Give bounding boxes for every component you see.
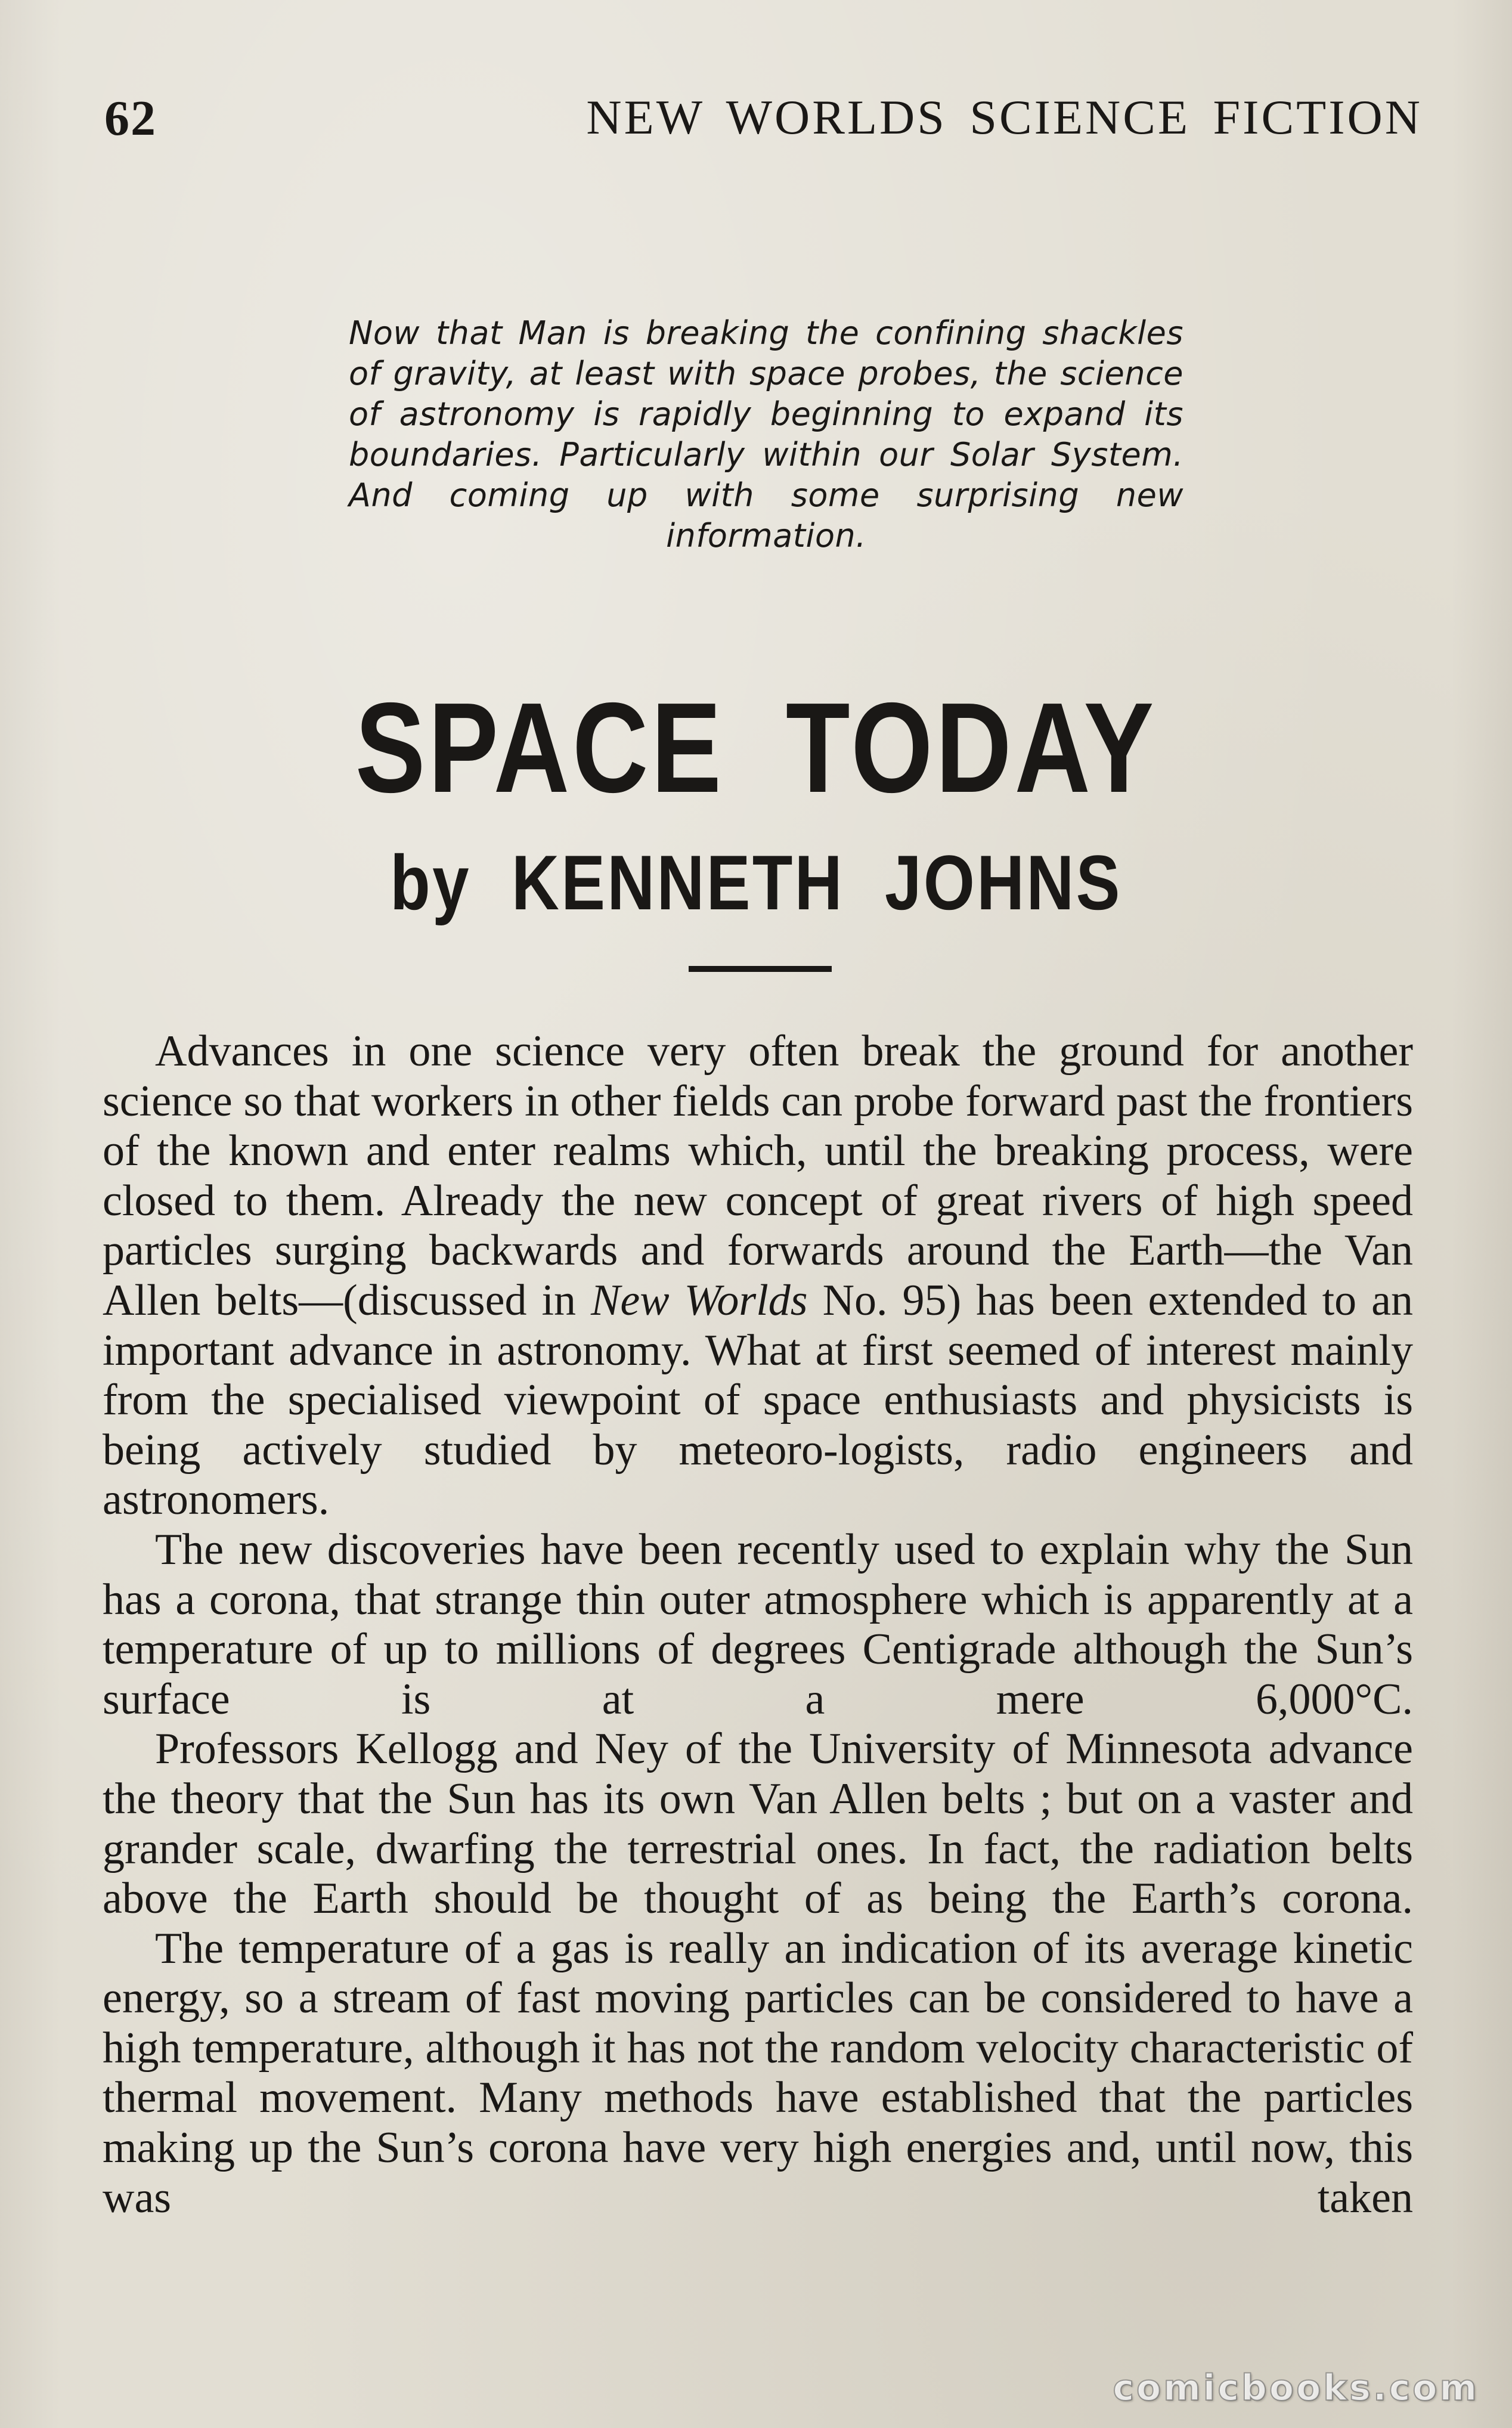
article-body [103, 1027, 1413, 2223]
body-paragraph: Professors Kellogg and Ney of the University of Minnesota advance the theory that the Sun has its own Van Allen belts ; but on a vaster and grander scale, dwarfing the terrestrial ones. In fact, the radiation belts above the Earth should be thought of as being the Earth’s corona. [103, 1724, 1413, 1924]
body-paragraph [103, 1027, 1413, 1525]
body-paragraph: The temperature of a gas is really an indication of its average kinetic energy, so a stream of fast moving particles can be considered to have a high temperature, although it has not the random velocity characteristic of thermal movement. Many methods have established that the particles making up the Sun’s corona have very high energies and, until now, this was taken [103, 1924, 1413, 2222]
article-title: SPACE TODAY [355, 676, 1157, 819]
article-byline: by KENNETH JOHNS [390, 839, 1122, 926]
paragraph-text: No. 95) has been extended to an important advance in astronomy. What at first seemed of interest mainly from the specialised viewpoint of space enthusiasts and physicists is being actively studied by meteoro-logists, radio engineers and astronomers. [103, 1275, 1413, 1525]
page-header [104, 89, 1423, 155]
body-paragraph: The new discoveries have been recently used to explain why the Sun has a corona, that strange thin outer atmosphere which is apparently at a temperature of up to millions of degrees Centigrade although the Sun’s surface is at a mere 6,000°C. [103, 1525, 1413, 1724]
running-head: NEW WORLDS SCIENCE FICTION [586, 90, 1423, 144]
paragraph-text: Advances in one science very often break the ground for another science so that workers in other fields can probe forward past the frontiers of the known and enter realms which, until the breaking process, were closed to them. Already the new concept of great rivers of high speed particles surging backwards and forwards around the Earth—the Van Allen belts—(discussed in [103, 1027, 1413, 1325]
title-rule [689, 966, 832, 972]
page-number: 62 [104, 91, 157, 146]
article-standfirst: Now that Man is breaking the confining shackles of gravity, at least with space probes, the science of astronomy is rapidly beginning to expand its boundaries. Particularly within our Solar System. And coming up with some surprising new information. [349, 314, 1183, 555]
watermark-logo: comicbooks.com [1113, 2367, 1479, 2409]
magazine-title-italic: New Worlds [591, 1275, 808, 1325]
